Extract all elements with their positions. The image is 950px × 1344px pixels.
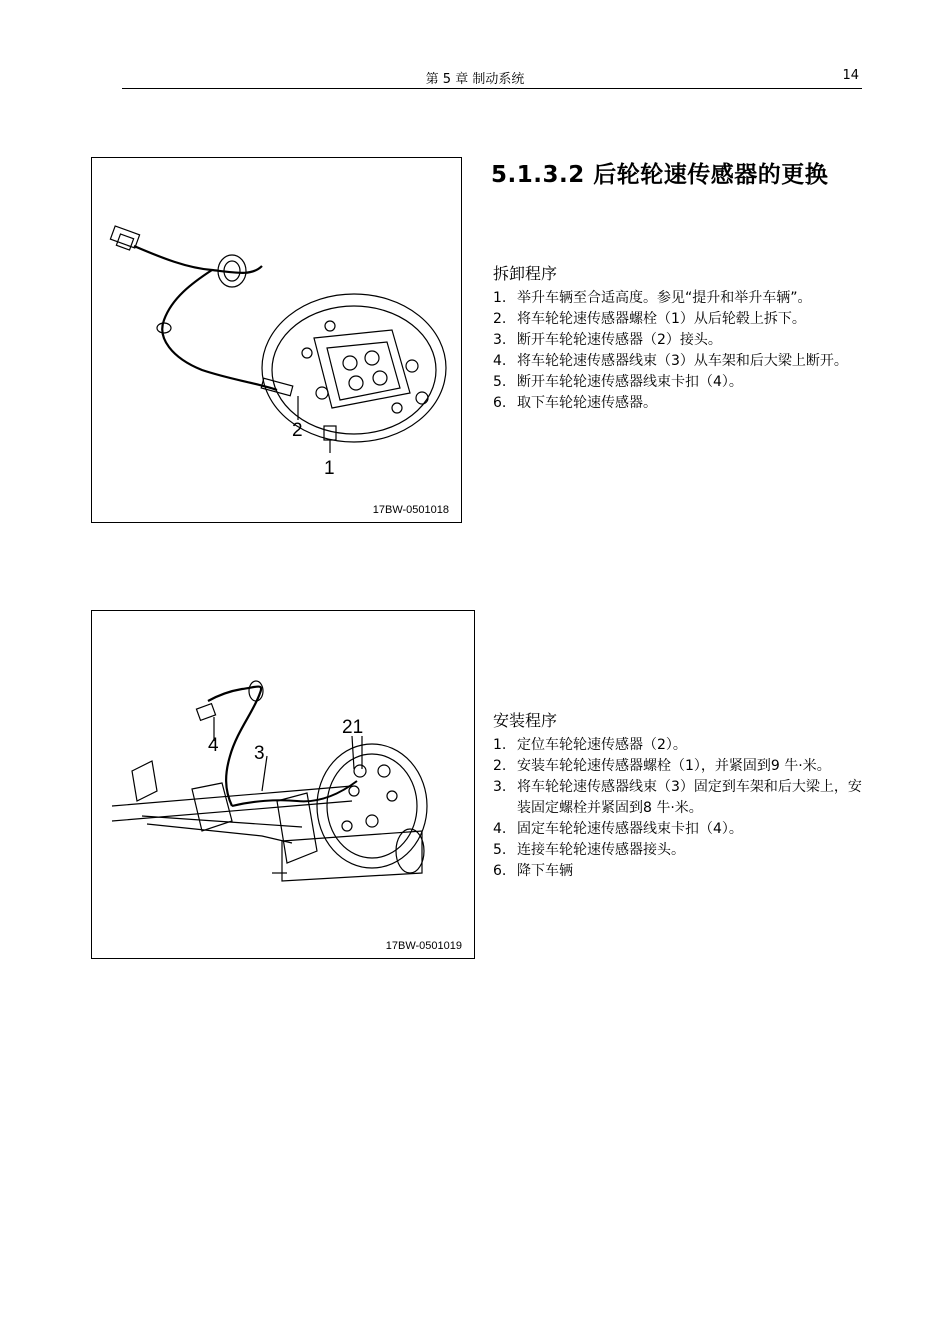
installation-procedure bbox=[493, 708, 863, 882]
removal-heading: 拆卸程序 bbox=[493, 264, 558, 283]
list-item: 2. 将车轮轮速传感器螺栓（1）从后轮毂上拆下。 bbox=[493, 311, 806, 327]
callout-1: 1 bbox=[324, 458, 335, 479]
callout-2-1: 21 bbox=[342, 717, 364, 738]
list-item: 1. 举升车辆至合适高度。参见“提升和举升车辆”。 bbox=[493, 290, 812, 306]
section-title: 5.1.3.2 后轮轮速传感器的更换 bbox=[491, 162, 829, 188]
sensor-removal-illustration bbox=[92, 158, 461, 522]
figure-sensor-installation bbox=[91, 610, 475, 959]
list-item: 4. 固定车轮轮速传感器线束卡扣（4）。 bbox=[493, 821, 743, 837]
callout-4: 4 bbox=[208, 735, 219, 756]
chapter-title: 第 5 章 制动系统 bbox=[425, 72, 525, 87]
list-item: 2. 安装车轮轮速传感器螺栓（1），并紧固到9 牛·米。 bbox=[493, 758, 831, 774]
figure-code: 17BW-0501019 bbox=[385, 940, 462, 952]
list-item: 5. 连接车轮轮速传感器接头。 bbox=[493, 842, 685, 858]
sensor-installation-illustration bbox=[92, 611, 474, 958]
list-item: 1. 定位车轮轮速传感器（2）。 bbox=[493, 737, 687, 753]
callout-2: 2 bbox=[292, 420, 303, 441]
callout-3: 3 bbox=[254, 743, 265, 764]
removal-procedure bbox=[493, 261, 863, 414]
figure-code: 17BW-0501018 bbox=[372, 504, 449, 516]
list-item: 3. 将车轮轮速传感器线束（3）固定到车架和后大梁上，安装固定螺栓并紧固到8 牛·米。 bbox=[493, 779, 862, 816]
list-item: 5. 断开车轮轮速传感器线束卡扣（4）。 bbox=[493, 374, 743, 390]
list-item: 3. 断开车轮轮速传感器（2）接头。 bbox=[493, 332, 722, 348]
figure-sensor-removal bbox=[91, 157, 462, 523]
header-divider bbox=[122, 88, 862, 89]
installation-heading: 安装程序 bbox=[493, 711, 558, 730]
list-item: 4. 将车轮轮速传感器线束（3）从车架和后大梁上断开。 bbox=[493, 353, 848, 369]
list-item: 6. 降下车辆 bbox=[493, 863, 573, 879]
installation-steps bbox=[493, 735, 863, 882]
list-item: 6. 取下车轮轮速传感器。 bbox=[493, 395, 657, 411]
page-number: 14 bbox=[842, 68, 859, 83]
removal-steps bbox=[493, 288, 863, 414]
